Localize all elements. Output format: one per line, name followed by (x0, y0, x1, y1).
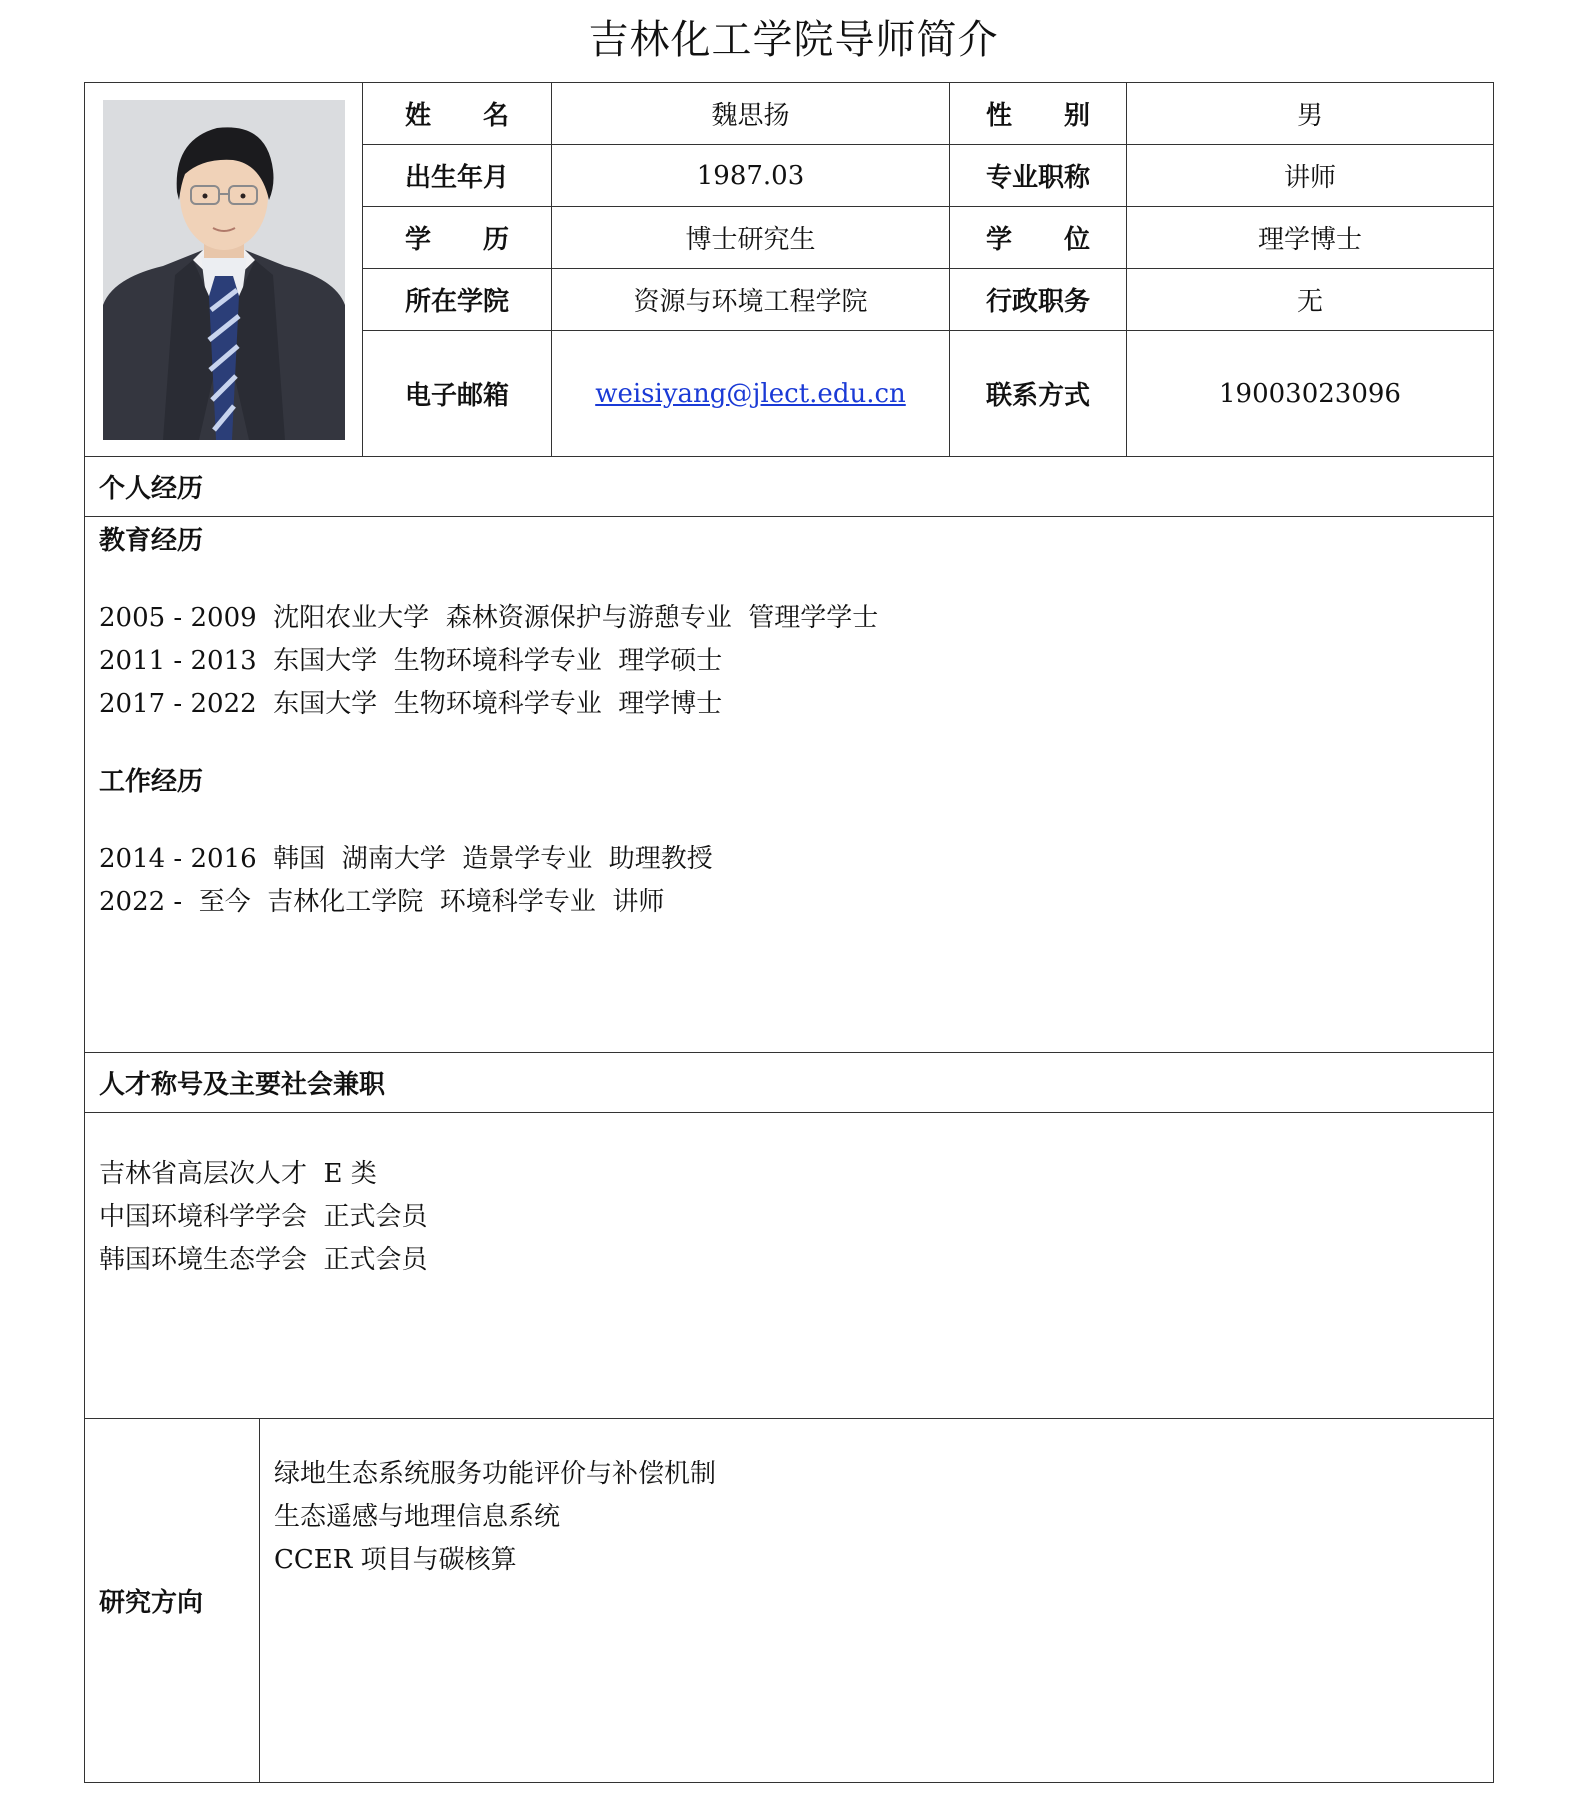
contact-label: 联系方式 (950, 331, 1127, 457)
title-item: 中国环境科学学会 正式会员 (99, 1202, 428, 1232)
title-item: 韩国环境生态学会 正式会员 (99, 1245, 428, 1275)
research-item: 绿地生态系统服务功能评价与补偿机制 (274, 1459, 717, 1489)
research-item: 生态遥感与地理信息系统 (274, 1502, 561, 1532)
page-title: 吉林化工学院导师简介 (588, 17, 999, 63)
work-history-heading: 工作经历 (99, 767, 204, 797)
name-value: 魏思扬 (552, 83, 950, 145)
email-label: 电子邮箱 (363, 331, 552, 457)
birth-value: 1987.03 (552, 145, 950, 207)
research-label: 研究方向 (85, 1419, 260, 1783)
degree-value: 理学博士 (1127, 207, 1494, 269)
email-link[interactable]: weisiyang@jlect.edu.cn (595, 378, 906, 409)
profile-table (84, 82, 1494, 1783)
education-item: 2011 - 2013 东国大学 生物环境科学专业 理学硕士 (99, 646, 723, 676)
email-cell (552, 331, 950, 457)
title-item: 吉林省高层次人才 E 类 (99, 1159, 377, 1189)
contact-value: 19003023096 (1127, 331, 1494, 457)
college-value: 资源与环境工程学院 (552, 269, 950, 331)
gender-value: 男 (1127, 83, 1494, 145)
birth-label: 出生年月 (363, 145, 552, 207)
education-value: 博士研究生 (552, 207, 950, 269)
education-item: 2005 - 2009 沈阳农业大学 森林资源保护与游憩专业 管理学学士 (99, 603, 879, 633)
education-item: 2017 - 2022 东国大学 生物环境科学专业 理学博士 (99, 689, 723, 719)
work-item: 2022 - 至今 吉林化工学院 环境科学专业 讲师 (99, 887, 665, 917)
experience-heading: 个人经历 (85, 457, 1494, 517)
college-label: 所在学院 (363, 269, 552, 331)
rank-label: 专业职称 (950, 145, 1127, 207)
name-label: 姓 名 (363, 83, 552, 145)
titles-block (85, 1113, 1494, 1419)
gender-label: 性 别 (950, 83, 1127, 145)
titles-heading: 人才称号及主要社会兼职 (85, 1053, 1494, 1113)
research-item: CCER 项目与碳核算 (274, 1545, 517, 1575)
education-history-heading: 教育经历 (99, 526, 204, 556)
work-item: 2014 - 2016 韩国 湖南大学 造景学专业 助理教授 (99, 844, 713, 874)
photo-cell (85, 83, 363, 457)
rank-value: 讲师 (1127, 145, 1494, 207)
degree-label: 学 位 (950, 207, 1127, 269)
admin-value: 无 (1127, 269, 1494, 331)
admin-label: 行政职务 (950, 269, 1127, 331)
profile-photo (103, 100, 345, 440)
education-label: 学 历 (363, 207, 552, 269)
experience-block (85, 517, 1494, 1053)
research-block (260, 1419, 1494, 1783)
